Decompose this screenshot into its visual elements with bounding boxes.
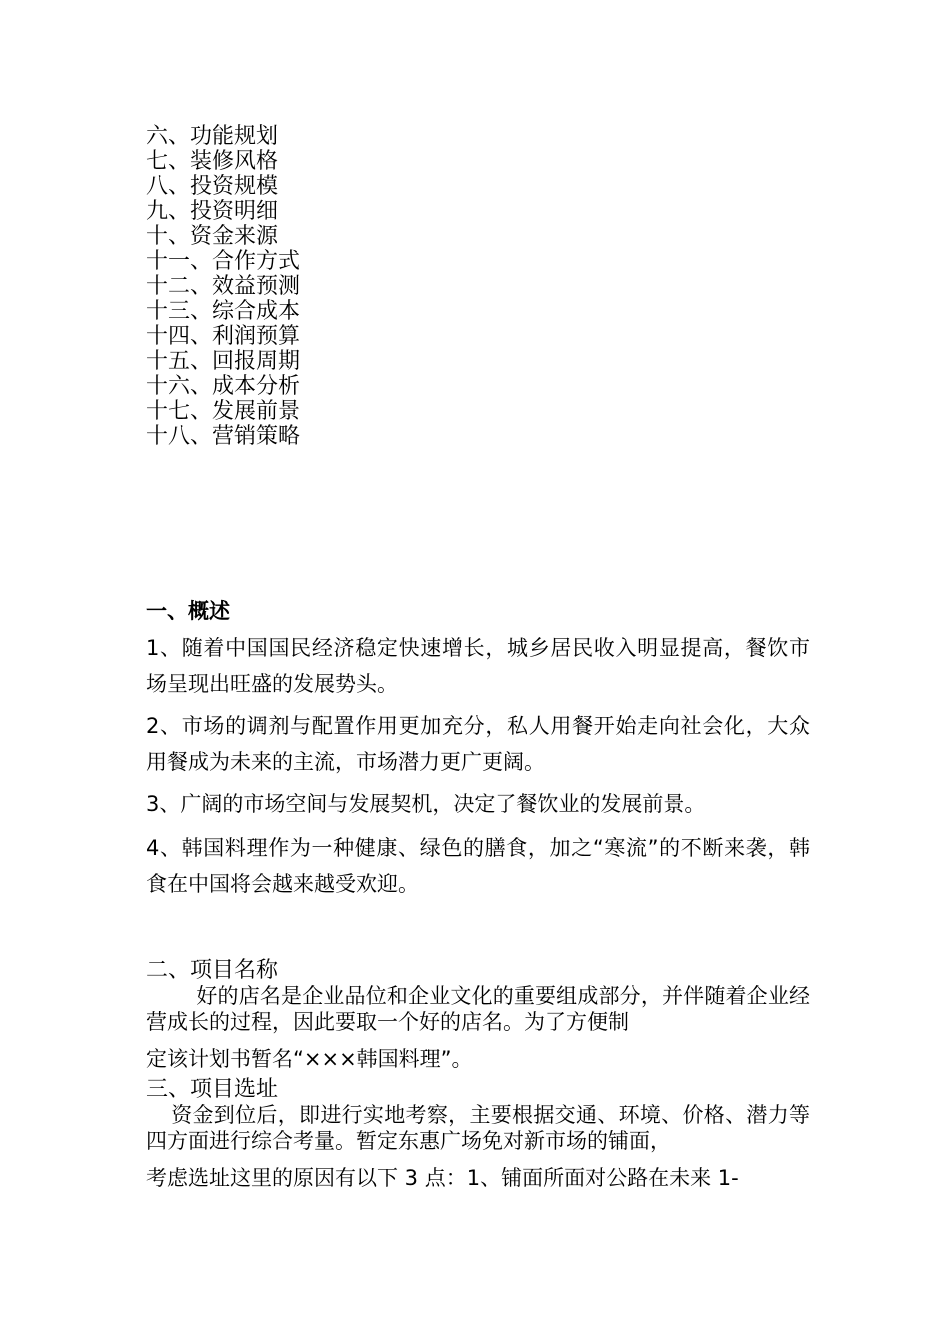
section-heading-overview: 一、概述 bbox=[146, 599, 230, 623]
toc-item: 十五、回报周期 bbox=[146, 349, 301, 374]
section-heading-site-selection: 三、项目选址 bbox=[146, 1077, 279, 1102]
toc-item: 七、装修风格 bbox=[146, 149, 279, 174]
overview-paragraph-2: 2、市场的调剂与配置作用更加充分，私人用餐开始走向社会化，大众用餐成为未来的主流，市场潜力更广更阔。 bbox=[146, 714, 810, 774]
table-of-contents bbox=[146, 124, 546, 449]
toc-item: 六、功能规划 bbox=[146, 124, 279, 149]
document-body bbox=[146, 596, 810, 1196]
toc-item: 十四、利润预算 bbox=[146, 324, 301, 349]
toc-item: 九、投资明细 bbox=[146, 199, 279, 224]
toc-item: 十八、营销策略 bbox=[146, 424, 301, 449]
toc-item: 八、投资规模 bbox=[146, 174, 279, 199]
toc-item: 十六、成本分析 bbox=[146, 374, 301, 399]
toc-item: 十三、综合成本 bbox=[146, 299, 301, 324]
toc-item: 十一、合作方式 bbox=[146, 249, 301, 274]
toc-item: 十七、发展前景 bbox=[146, 399, 301, 424]
site-selection-paragraph-end: 考虑选址这里的原因有以下 3 点：1、铺面所面对公路在未来 1- bbox=[146, 1166, 739, 1190]
toc-item: 十二、效益预测 bbox=[146, 274, 301, 299]
section-heading-project-name: 二、项目名称 bbox=[146, 958, 279, 983]
overview-paragraph-4: 4、韩国料理作为一种健康、绿色的膳食，加之“寒流”的不断来袭，韩食在中国将会越来越受欢迎。 bbox=[146, 836, 810, 896]
overview-paragraph-1: 1、随着中国国民经济稳定快速增长，城乡居民收入明显提高，餐饮市场呈现出旺盛的发展势头。 bbox=[146, 636, 810, 696]
project-name-paragraph: 好的店名是企业品位和企业文化的重要组成部分，并伴随着企业经营成长的过程，因此要取一个好的店名。为了方便制 bbox=[146, 984, 810, 1034]
project-name-paragraph-end: 定该计划书暂名“×××韩国料理”。 bbox=[146, 1047, 473, 1071]
toc-item: 十、资金来源 bbox=[146, 224, 279, 249]
overview-paragraph-3: 3、广阔的市场空间与发展契机，决定了餐饮业的发展前景。 bbox=[146, 792, 706, 816]
site-selection-paragraph: 资金到位后，即进行实地考察，主要根据交通、环境、价格、潜力等四方面进行综合考量。暂定东惠广场免对新市场的铺面， bbox=[146, 1103, 810, 1153]
